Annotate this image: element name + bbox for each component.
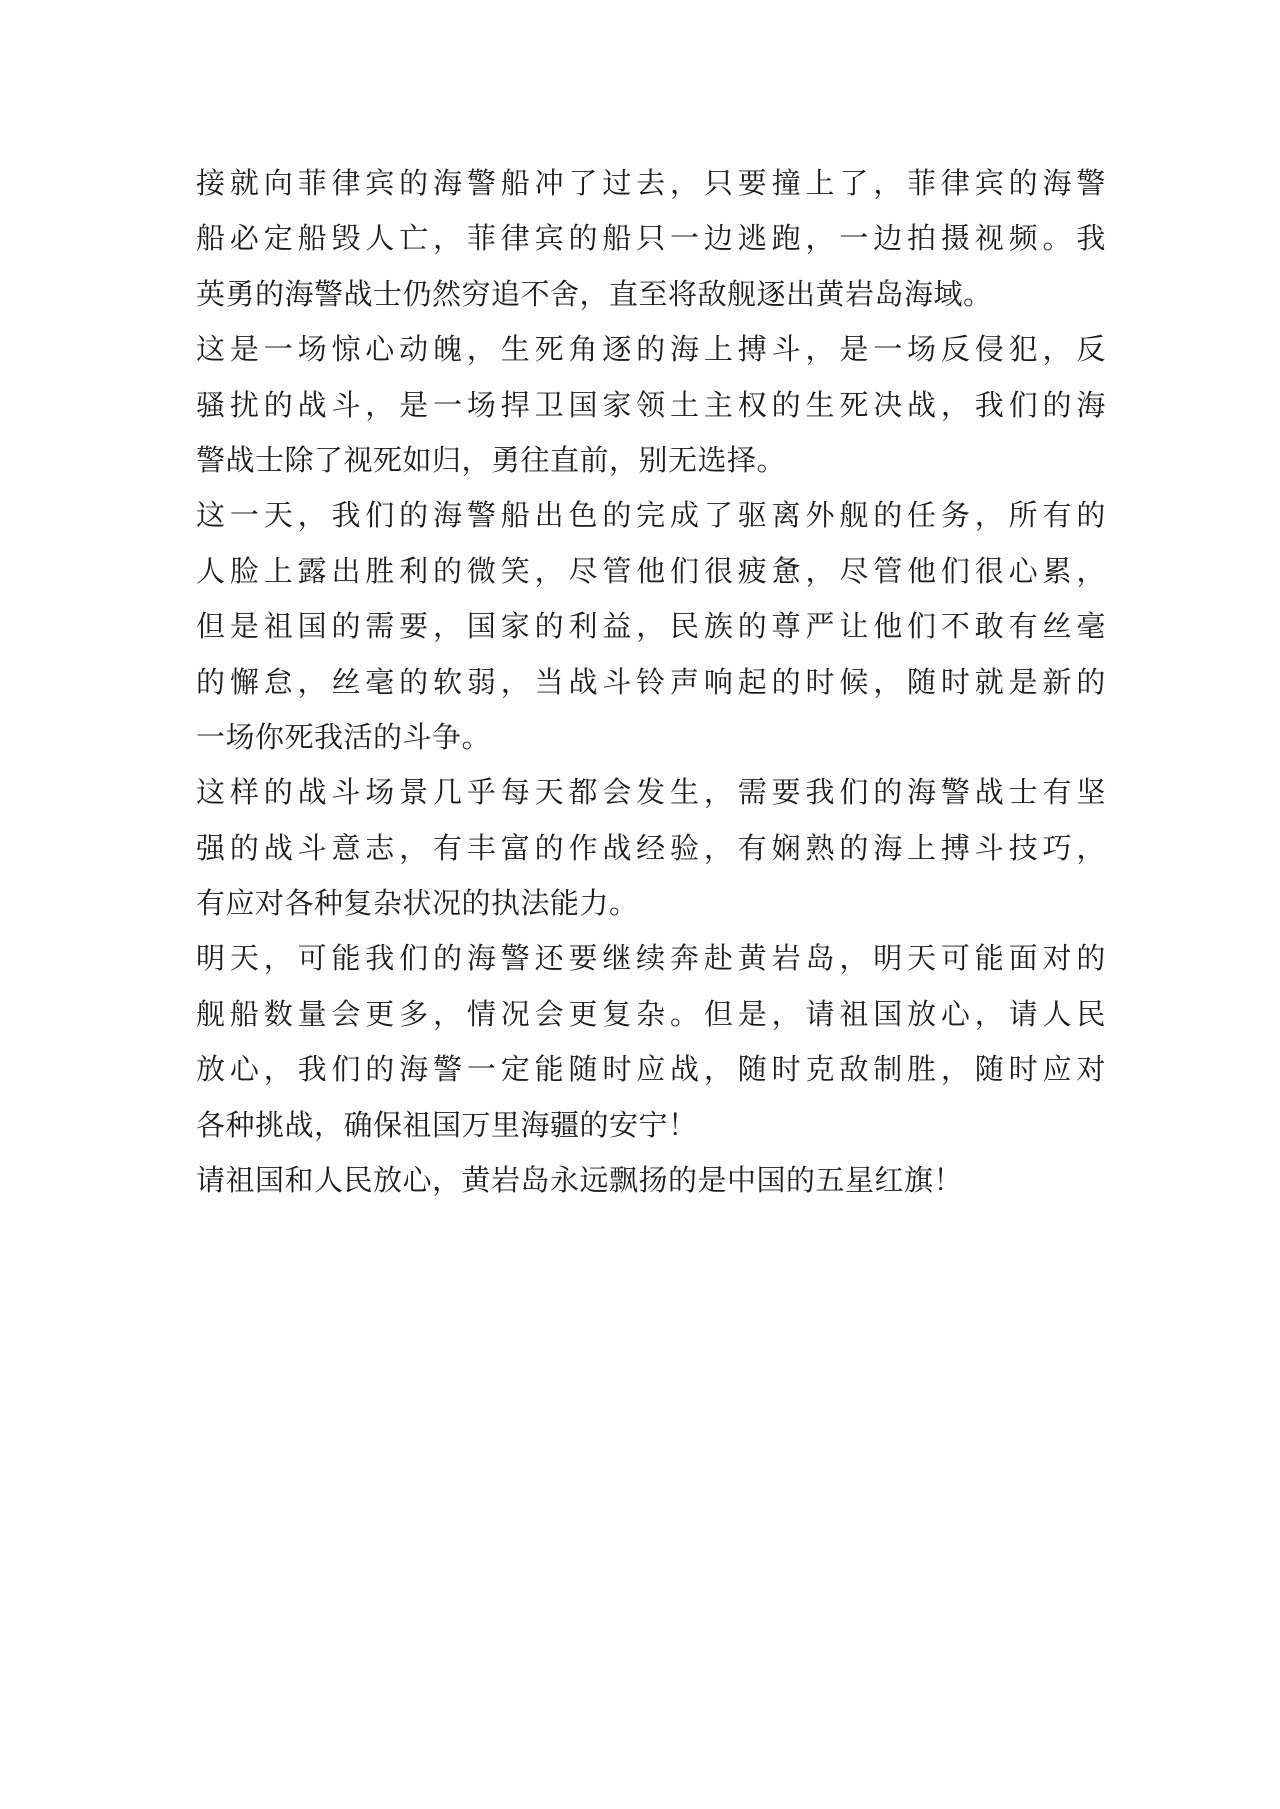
text-line: 接 就 向 菲 律 宾 的 海 警 船 冲 了 过 去 ， 只 要 撞 上 了 ， 菲 律 宾 的 海 警: [196, 166, 1106, 200]
article-body: [196, 156, 1106, 1208]
text-line: 这 是 一 场 惊 心 动 魄 ， 生 死 角 逐 的 海 上 搏 斗 ， 是 一 场 反 侵 犯 ， 反: [196, 332, 1106, 367]
text-line: 的 懈 怠 ， 丝 毫 的 软 弱 ， 当 战 斗 铃 声 响 起 的 时 候 ， 随 时 就 是 新 的: [196, 664, 1106, 699]
text-line: 一场你死我活的斗争。: [196, 719, 492, 754]
text-line: 这 一 天 ， 我 们 的 海 警 船 出 色 的 完 成 了 驱 离 外 舰 的 任 务 ， 所 有 的: [196, 498, 1106, 533]
text-line: 英勇的海警战士仍然穷追不舍，直至将敌舰逐出黄岩岛海域。: [196, 276, 993, 311]
text-line: 人 脸 上 露 出 胜 利 的 微 笑 ， 尽 管 他 们 很 疲 惫 ， 尽 管 他 们 很 心 累 ，: [196, 553, 1106, 588]
text-line: 船 必 定 船 毁 人 亡 ， 菲 律 宾 的 船 只 一 边 逃 跑 ， 一 边 拍 摄 视 频 。 我: [196, 221, 1106, 256]
text-line: 但 是 祖 国 的 需 要 ， 国 家 的 利 益 ， 民 族 的 尊 严 让 他 们 不 敢 有 丝 毫: [196, 609, 1106, 644]
text-line: 舰 船 数 量 会 更 多 ， 情 况 会 更 复 杂 。 但 是 ， 请 祖 国 放 心 ， 请 人 民: [196, 996, 1106, 1031]
text-line: 骚 扰 的 战 斗 ， 是 一 场 捍 卫 国 家 领 土 主 权 的 生 死 决 战 ， 我 们 的 海: [196, 387, 1106, 422]
text-line: 请祖国和人民放心，黄岩岛永远飘扬的是中国的五星红旗！: [196, 1163, 964, 1198]
text-line: 放 心 ， 我 们 的 海 警 一 定 能 随 时 应 战 ， 随 时 克 敌 制 胜 ， 随 时 应 对: [196, 1052, 1106, 1087]
text-line: 有应对各种复杂状况的执法能力。: [196, 886, 639, 921]
text-line: 强 的 战 斗 意 志 ， 有 丰 富 的 作 战 经 验 ， 有 娴 熟 的 海 上 搏 斗 技 巧 ，: [196, 830, 1106, 865]
text-line: 各种挑战，确保祖国万里海疆的安宁！: [196, 1107, 698, 1142]
text-line: 明 天 ， 可 能 我 们 的 海 警 还 要 继 续 奔 赴 黄 岩 岛 ， 明 天 可 能 面 对 的: [196, 941, 1106, 976]
text-line: 警战士除了视死如归，勇往直前，别无选择。: [196, 442, 787, 477]
text-line: 这 样 的 战 斗 场 景 几 乎 每 天 都 会 发 生 ， 需 要 我 们 的 海 警 战 士 有 坚: [196, 775, 1106, 810]
